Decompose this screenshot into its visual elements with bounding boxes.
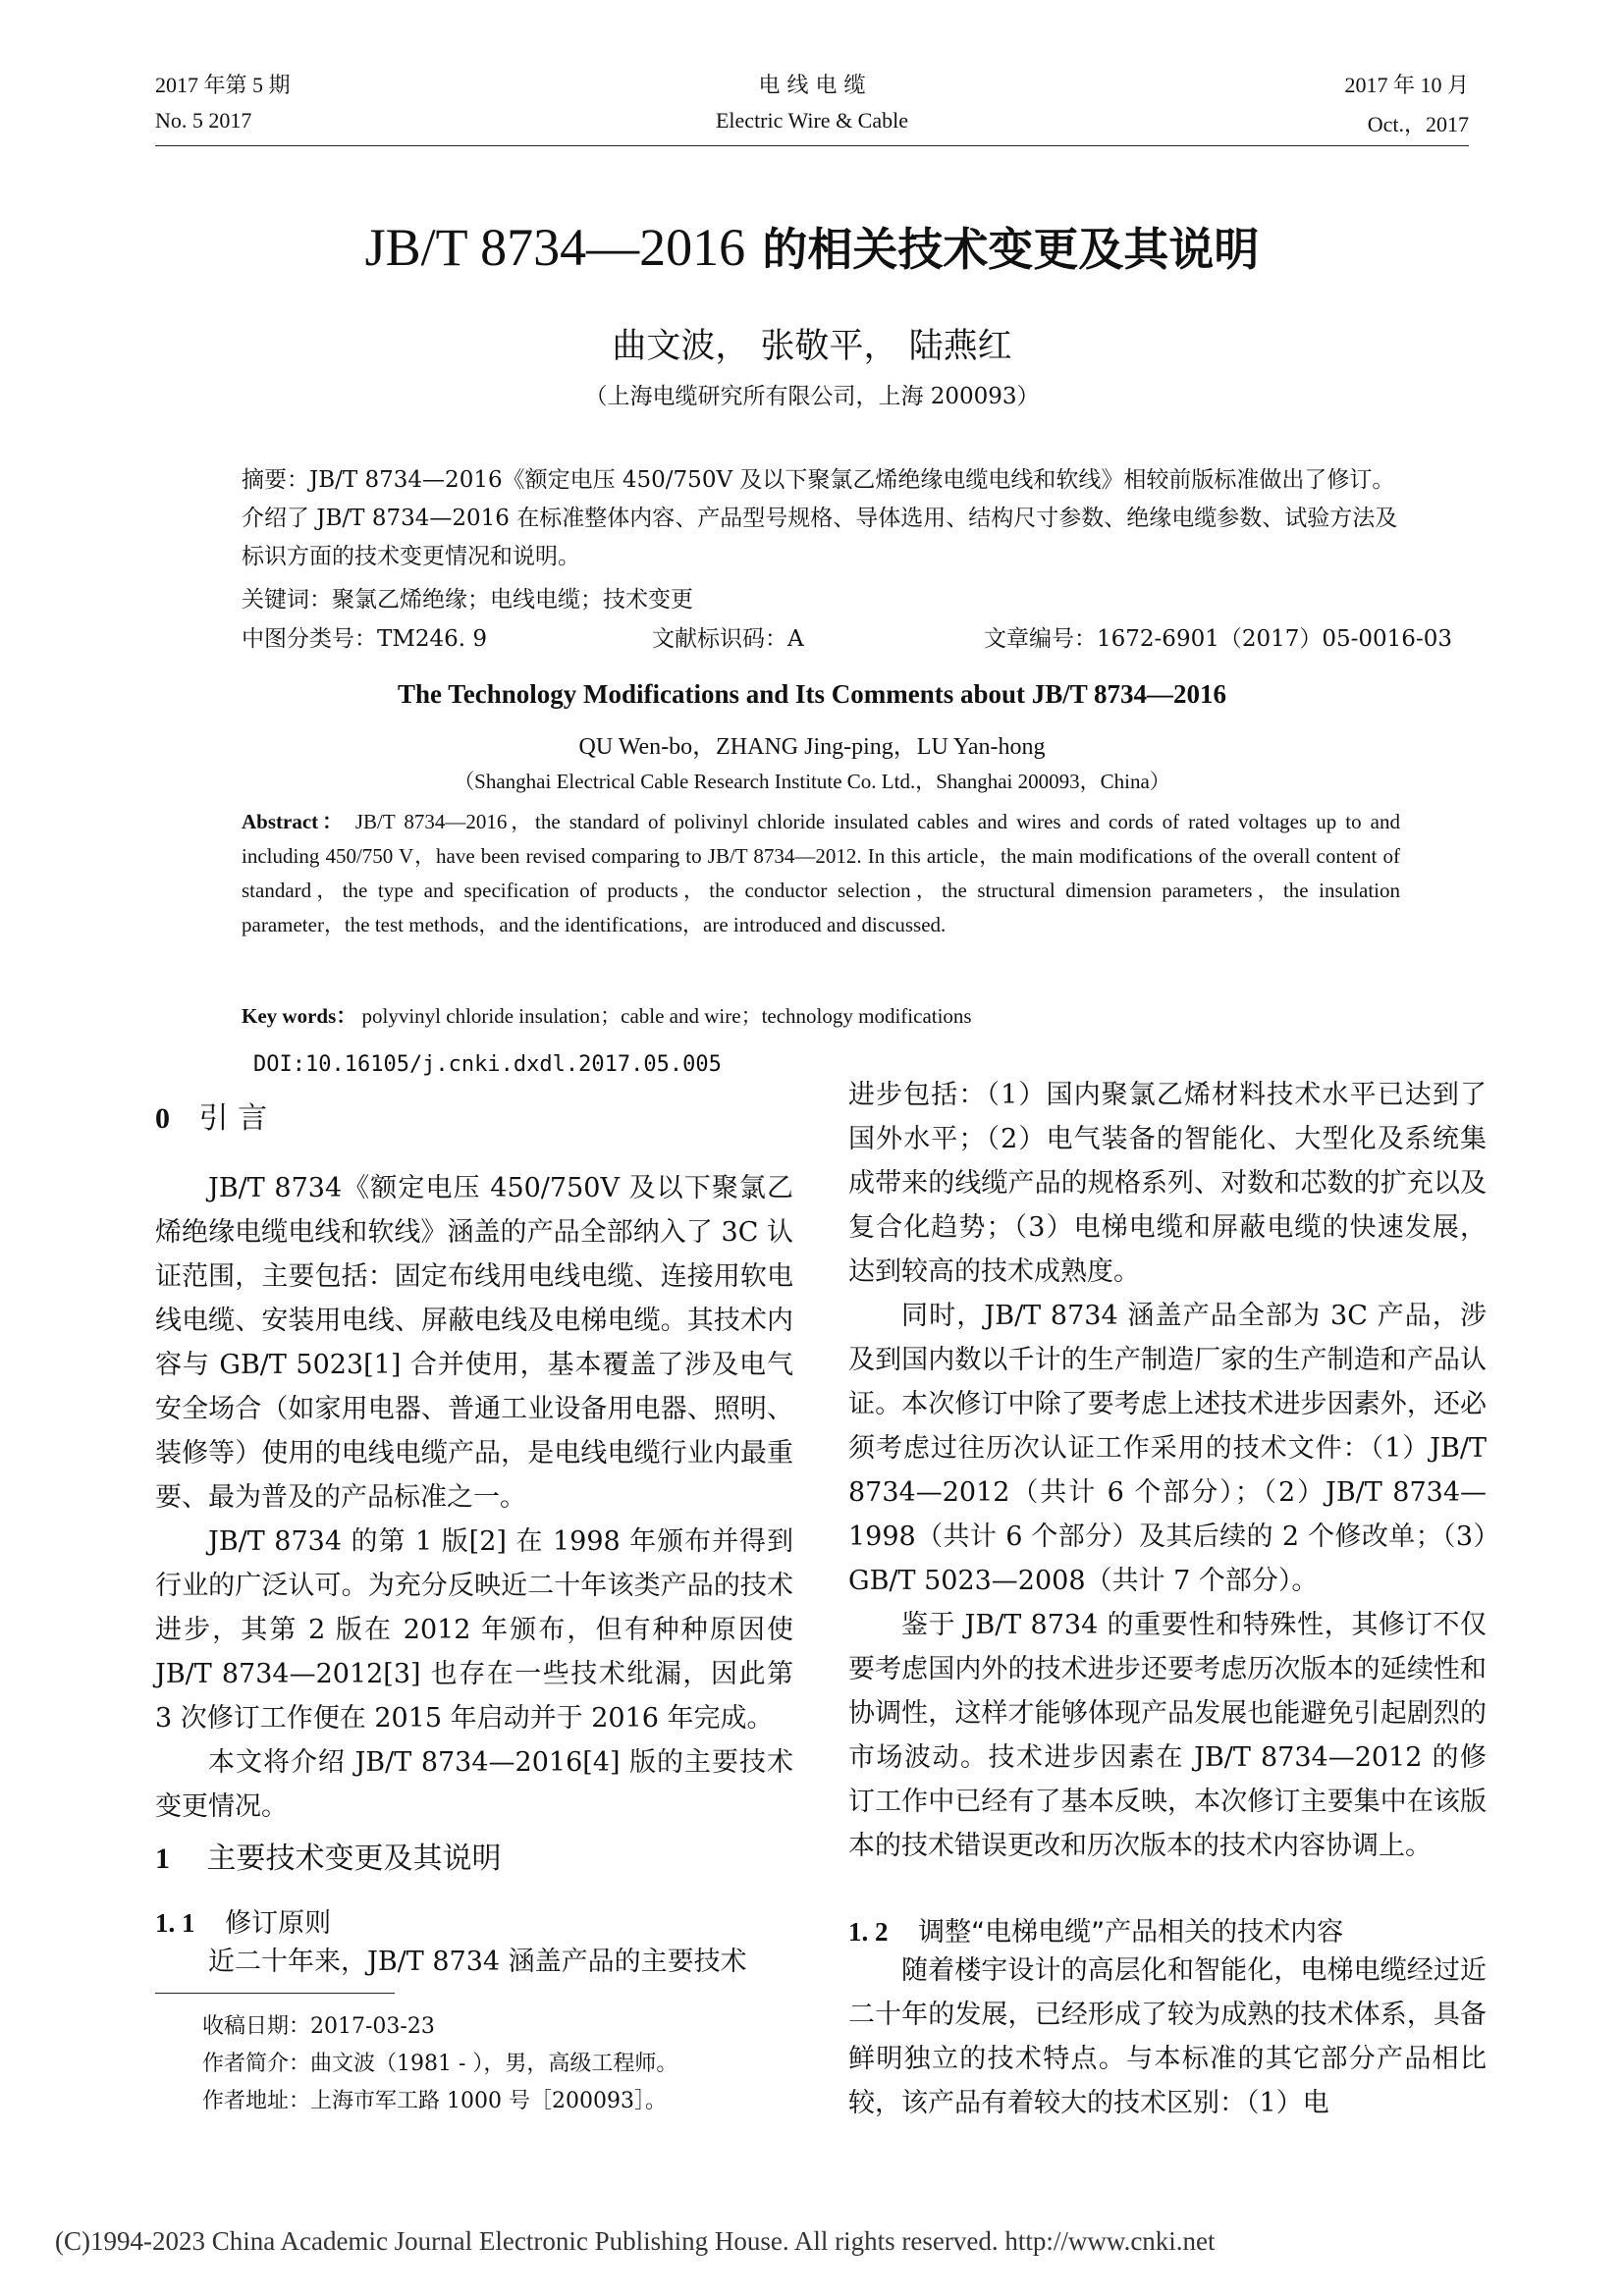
paragraph: 本文将介绍 JB/T 8734—2016[4] 版的主要技术变更情况。 <box>155 1747 793 1822</box>
footnote-author-bio: 作者简介：曲文波（1981 - ），男，高级工程师。 <box>202 2052 678 2076</box>
authors-en: QU Wen-bo，ZHANG Jing-ping，LU Yan-hong <box>578 734 1046 760</box>
paragraph: JB/T 8734《额定电压 450/750V 及以下聚氯乙烯绝缘电缆电线和软线》涵盖的产品全部纳入了 3C 认证范围，主要包括：固定布线用电线电缆、连接用软电线电缆、安装用电线、屏蔽电线及电梯电缆。其技术内容与 GB/T 5023[1] 合并使用，基本覆盖了涉及电气安全场合（如家用电器、普通工业设备用电器、照明、装修等）使用的电线电缆产品，是电线电缆行业内最重要、最为普及的产品标准之一。 <box>155 1173 793 1513</box>
header-rule <box>155 145 1469 146</box>
section-0-title: 引 言 <box>198 1101 268 1136</box>
paragraph: 同时，JB/T 8734 涵盖产品全部为 3C 产品，涉及到国内数以千计的生产制造厂家的生产制造和产品认证。本次修订中除了要考虑上述技术进步因素外，还必须考虑过往历次认证工作采用的技术文件：（1）JB/T 8734—2012（共计 6 个部分）；（2）JB/T 8734—1998（共计 6 个部分）及其后续的 2 个修改单；（3）GB/T 5023—2008（共计 7 个部分）。 <box>848 1301 1487 1596</box>
left-column-body <box>155 1166 793 1829</box>
footnote-author-address: 作者地址：上海市军工路 1000 号［200093］。 <box>202 2089 667 2113</box>
keywords-en-text: polyvinyl chloride insulation；cable and wire；technology modifications <box>361 1004 972 1028</box>
title-text: 的相关技术变更及其说明 <box>762 223 1260 276</box>
section-1-number: 1 <box>155 1842 170 1875</box>
section-0-number: 0 <box>155 1102 170 1135</box>
keywords-en <box>242 999 1400 1034</box>
right-column-body <box>848 1073 1487 1868</box>
page-title <box>0 214 1624 279</box>
abstract-en-label: Abstract： <box>242 810 347 833</box>
title-standard: JB/T 8734—2016 <box>364 218 746 277</box>
section-1-2-number: 1. 2 <box>848 1917 889 1947</box>
header-date: 2017 年 10 月 <box>1344 73 1469 97</box>
paragraph: 鉴于 JB/T 8734 的重要性和特殊性，其修订不仅要考虑国内外的技术进步还要考虑历次版本的延续性和协调性，这样才能够体现产品发展也能避免引起剧烈的市场波动。技术进步因素在 JB/T 8734—2012 的修订工作中已经有了基本反映，本次修订主要集中在该版本的技术错误更改和历次版本的技术内容协调上。 <box>848 1610 1487 1861</box>
header-journal-en: Electric Wire & Cable <box>715 108 908 133</box>
footnotes <box>202 2008 677 2120</box>
section-1-heading <box>155 1834 502 1877</box>
doi: DOI:10.16105/j.cnki.dxdl.2017.05.005 <box>253 1052 722 1077</box>
abstract-cn-label: 摘要： <box>242 467 309 493</box>
keywords-cn: 关键词：聚氯乙烯绝缘；电线电缆；技术变更 <box>242 587 693 613</box>
section-1-2-title: 调整“电梯电缆”产品相关的技术内容 <box>918 1917 1344 1948</box>
title-en: The Technology Modifications and Its Comments about JB/T 8734—2016 <box>397 679 1227 709</box>
clc-number: 中图分类号：TM246. 9 <box>242 626 488 652</box>
footnote-rule <box>155 1993 395 1994</box>
abstract-cn <box>242 461 1400 576</box>
footnote-received: 收稿日期：2017-03-23 <box>202 2014 435 2039</box>
section-1-1-heading <box>155 1901 331 1940</box>
header-issue-en: No. 5 2017 <box>155 108 252 133</box>
paragraph: 进步包括：（1）国内聚氯乙烯材料技术水平已达到了国外水平；（2）电气装备的智能化、大型化及系统集成带来的线缆产品的规格系列、对数和芯数的扩充以及复合化趋势；（3）电梯电缆和屏蔽电缆的快速发展，达到较高的技术成熟度。 <box>848 1080 1487 1287</box>
section-1-1-number: 1. 1 <box>155 1908 195 1938</box>
header-journal: 电 线 电 缆 <box>758 74 866 98</box>
section-1-title: 主要技术变更及其说明 <box>206 1842 502 1876</box>
paragraph: 近二十年来，JB/T 8734 涵盖产品的主要技术 <box>208 1947 747 1977</box>
section-1-1-title: 修订原则 <box>225 1908 332 1939</box>
affiliation: （上海电缆研究所有限公司，上海 200093） <box>584 384 1040 409</box>
copyright-footer: (C)1994-2023 China Academic Journal Electronic Publishing House. All rights reserved. http://www.cnki.net <box>55 2226 1216 2256</box>
section-1-2-heading <box>848 1910 1343 1949</box>
abstract-cn-text: JB/T 8734—2016《额定电压 450/750V 及以下聚氯乙烯绝缘电缆电线和软线》相较前版标准做出了修订。介绍了 JB/T 8734—2016 在标准整体内容、产品型号规格、导体选用、结构尺寸参数、绝缘电缆参数、试验方法及标识方面的技术变更情况和说明。 <box>242 467 1398 569</box>
abstract-en-text: JB/T 8734—2016，the standard of polivinyl chloride insulated cables and wires and cords of rated voltages up to and including 450/750 V，have been revised comparing to JB/T 8734—2012. In this article，the main modifications of the overall content of standard，the type and specification of products，the conductor selection，the structural dimension parameters，the insulation parameter，the test methods，and the identifications，are introduced and discussed. <box>242 810 1400 936</box>
paragraph: 随着楼宇设计的高层化和智能化，电梯电缆经过近二十年的发展，已经形成了较为成熟的技术体系，具备鲜明独立的技术特点。与本标准的其它部分产品相比较，该产品有着较大的技术区别：（1）电 <box>848 1955 1487 2118</box>
section-0-heading <box>155 1094 267 1137</box>
header-issue: 2017 年第 5 期 <box>155 73 291 97</box>
affiliation-en: （Shanghai Electrical Cable Research Institute Co. Ltd.，Shanghai 200093，China） <box>454 770 1170 793</box>
document-code: 文献标识码：A <box>652 626 804 652</box>
keywords-en-label: Key words： <box>242 1004 357 1028</box>
paragraph: JB/T 8734 的第 1 版[2] 在 1998 年颁布并得到行业的广泛认可。为充分反映近二十年该类产品的技术进步，其第 2 版在 2012 年颁布，但有种种原因使 JB/T 8734—2012[3] 也存在一些技术纰漏，因此第 3 次修订工作便在 2015 年启动并于 2016 年完成。 <box>155 1526 793 1734</box>
article-number: 文章编号：1672-6901（2017）05-0016-03 <box>984 626 1452 652</box>
authors: 曲文波， 张敬平， 陆燕红 <box>612 327 1012 366</box>
abstract-en <box>242 805 1400 942</box>
header-date-en: Oct.，2017 <box>1367 112 1469 136</box>
